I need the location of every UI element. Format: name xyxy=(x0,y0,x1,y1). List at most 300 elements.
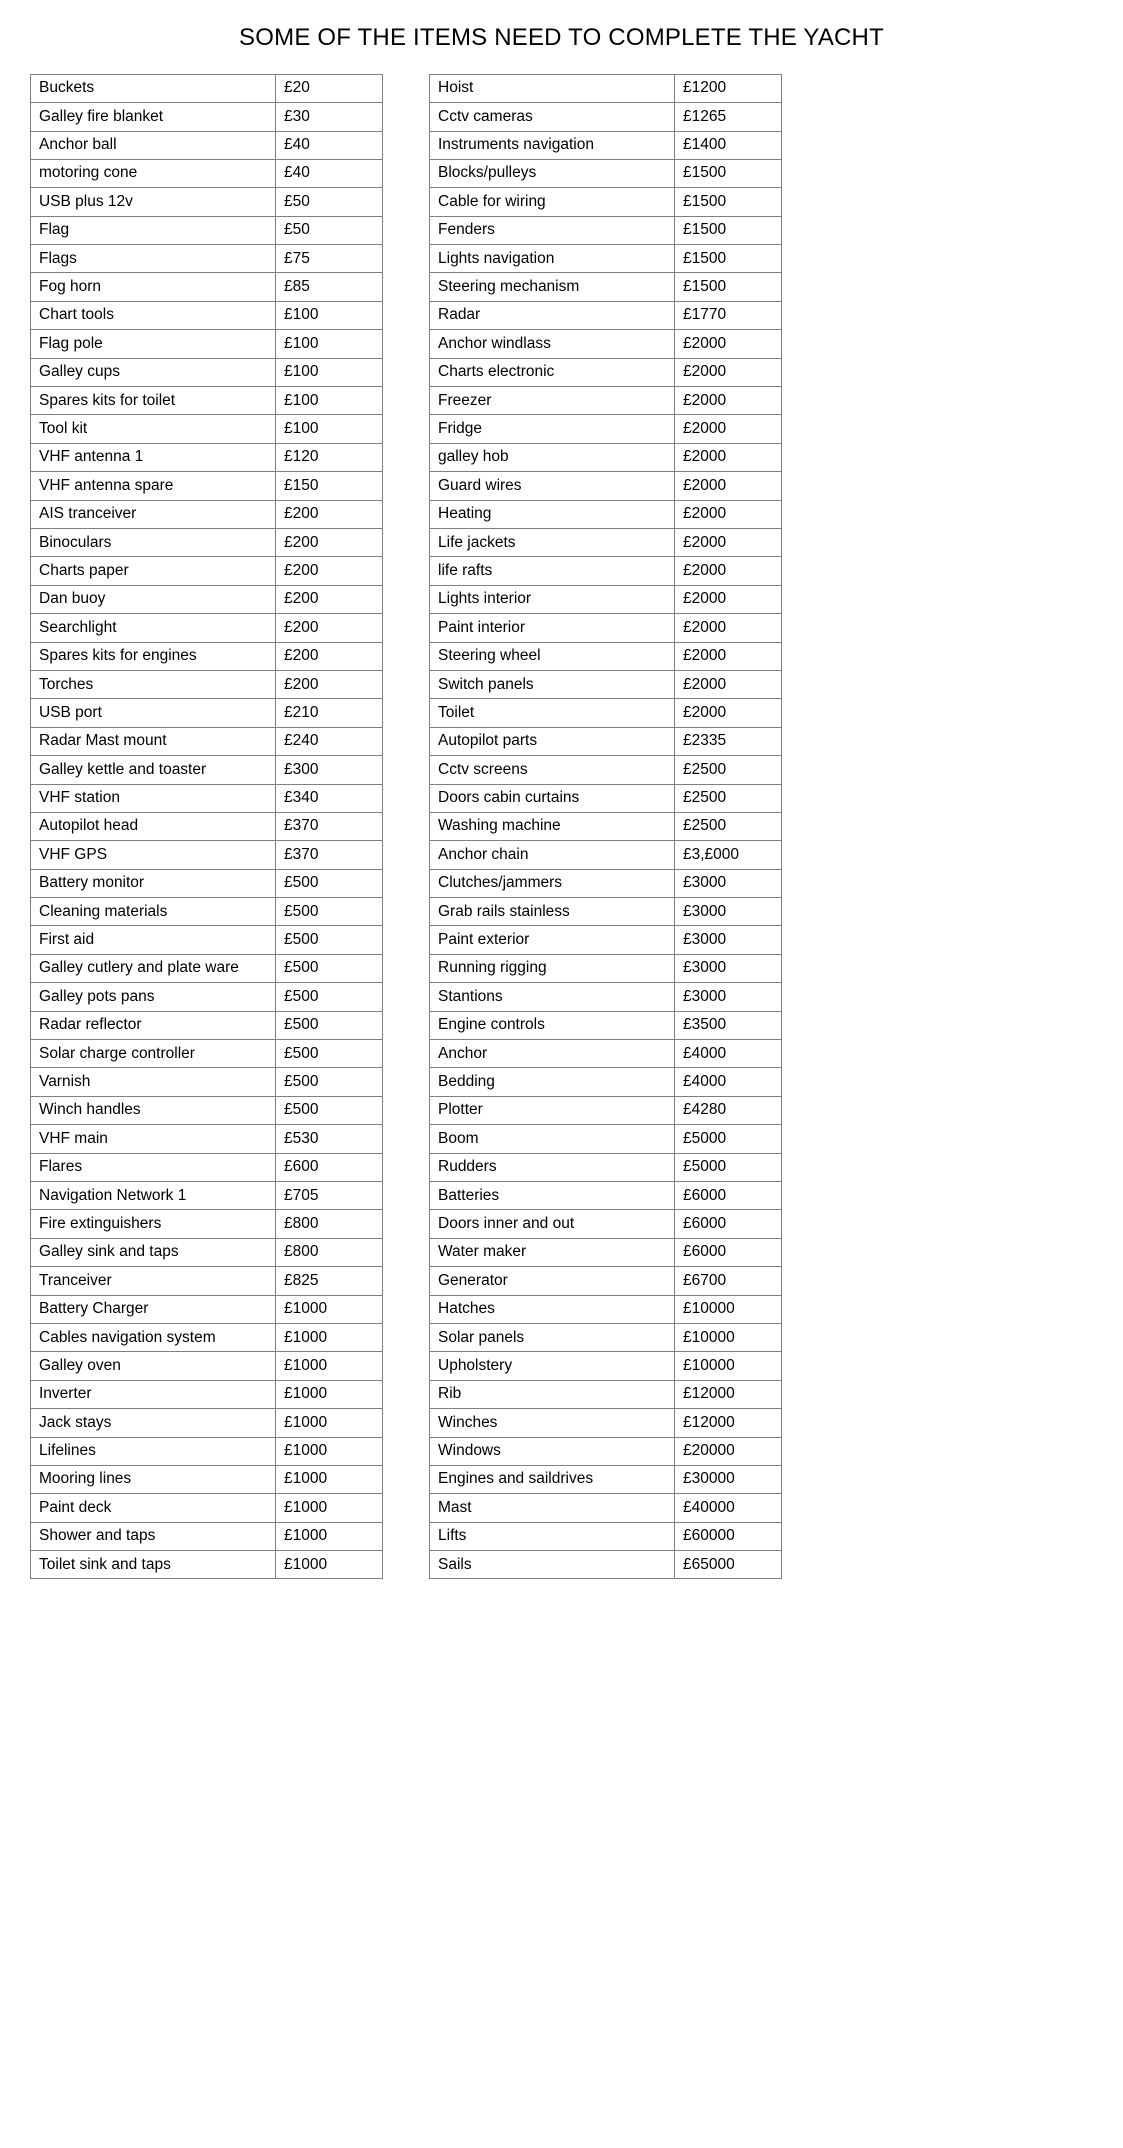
item-name-cell: Cctv cameras xyxy=(430,103,675,131)
item-price-cell: £2500 xyxy=(675,784,782,812)
item-price-cell: £530 xyxy=(276,1125,383,1153)
item-name-cell: Battery Charger xyxy=(31,1295,276,1323)
item-name-cell: Spares kits for toilet xyxy=(31,387,276,415)
table-row xyxy=(430,1068,782,1096)
item-name-cell: Battery monitor xyxy=(31,869,276,897)
item-name-cell: Cleaning materials xyxy=(31,898,276,926)
item-name-cell: Switch panels xyxy=(430,670,675,698)
item-price-cell: £100 xyxy=(276,387,383,415)
item-name-cell: motoring cone xyxy=(31,159,276,187)
items-table-left xyxy=(30,74,383,1580)
table-row xyxy=(430,188,782,216)
table-row xyxy=(31,1551,383,1579)
item-price-cell: £2335 xyxy=(675,727,782,755)
table-row xyxy=(430,245,782,273)
table-row xyxy=(31,1096,383,1124)
item-price-cell: £40 xyxy=(276,159,383,187)
item-price-cell: £2000 xyxy=(675,472,782,500)
table-row xyxy=(430,131,782,159)
item-price-cell: £500 xyxy=(276,1040,383,1068)
table-row xyxy=(31,670,383,698)
table-row xyxy=(31,273,383,301)
item-name-cell: Dan buoy xyxy=(31,585,276,613)
item-price-cell: £1000 xyxy=(276,1323,383,1351)
item-name-cell: Paint deck xyxy=(31,1494,276,1522)
item-price-cell: £120 xyxy=(276,443,383,471)
item-price-cell: £1265 xyxy=(675,103,782,131)
table-row xyxy=(31,1494,383,1522)
item-price-cell: £2000 xyxy=(675,387,782,415)
table-row xyxy=(31,188,383,216)
item-price-cell: £3000 xyxy=(675,954,782,982)
item-name-cell: Anchor windlass xyxy=(430,330,675,358)
table-row xyxy=(430,1210,782,1238)
table-row xyxy=(430,443,782,471)
item-price-cell: £500 xyxy=(276,926,383,954)
item-price-cell: £30000 xyxy=(675,1465,782,1493)
table-row xyxy=(31,1040,383,1068)
item-price-cell: £5000 xyxy=(675,1153,782,1181)
item-name-cell: AIS tranceiver xyxy=(31,500,276,528)
item-price-cell: £60000 xyxy=(675,1522,782,1550)
table-row xyxy=(31,159,383,187)
item-price-cell: £370 xyxy=(276,812,383,840)
item-name-cell: Mast xyxy=(430,1494,675,1522)
item-name-cell: Engine controls xyxy=(430,1011,675,1039)
item-name-cell: Galley cups xyxy=(31,358,276,386)
item-price-cell: £2000 xyxy=(675,358,782,386)
table-row xyxy=(31,1323,383,1351)
table-row xyxy=(430,784,782,812)
item-name-cell: Galley cutlery and plate ware xyxy=(31,954,276,982)
item-price-cell: £100 xyxy=(276,301,383,329)
table-row xyxy=(430,387,782,415)
item-name-cell: Flag pole xyxy=(31,330,276,358)
item-price-cell: £100 xyxy=(276,330,383,358)
table-row xyxy=(430,159,782,187)
item-price-cell: £4280 xyxy=(675,1096,782,1124)
items-table-right-body xyxy=(430,74,782,1579)
item-price-cell: £370 xyxy=(276,841,383,869)
item-name-cell: Fog horn xyxy=(31,273,276,301)
item-price-cell: £65000 xyxy=(675,1551,782,1579)
item-name-cell: Anchor chain xyxy=(430,841,675,869)
item-name-cell: Radar Mast mount xyxy=(31,727,276,755)
tables-container xyxy=(0,74,1123,1580)
item-price-cell: £500 xyxy=(276,954,383,982)
item-price-cell: £40000 xyxy=(675,1494,782,1522)
item-name-cell: Grab rails stainless xyxy=(430,898,675,926)
item-price-cell: £10000 xyxy=(675,1295,782,1323)
table-row xyxy=(31,74,383,102)
item-price-cell: £200 xyxy=(276,529,383,557)
item-name-cell: Solar charge controller xyxy=(31,1040,276,1068)
item-price-cell: £500 xyxy=(276,1011,383,1039)
table-row xyxy=(430,841,782,869)
item-price-cell: £2000 xyxy=(675,443,782,471)
item-name-cell: Lights interior xyxy=(430,585,675,613)
table-row xyxy=(430,1267,782,1295)
item-price-cell: £5000 xyxy=(675,1125,782,1153)
item-price-cell: £1000 xyxy=(276,1295,383,1323)
item-name-cell: Galley fire blanket xyxy=(31,103,276,131)
table-row xyxy=(31,443,383,471)
item-name-cell: Galley sink and taps xyxy=(31,1238,276,1266)
item-name-cell: Tool kit xyxy=(31,415,276,443)
table-row xyxy=(430,1551,782,1579)
table-row xyxy=(430,954,782,982)
table-row xyxy=(31,1352,383,1380)
table-row xyxy=(430,1437,782,1465)
item-price-cell: £2000 xyxy=(675,500,782,528)
item-name-cell: Navigation Network 1 xyxy=(31,1181,276,1209)
item-name-cell: Solar panels xyxy=(430,1323,675,1351)
item-name-cell: Running rigging xyxy=(430,954,675,982)
item-name-cell: Radar reflector xyxy=(31,1011,276,1039)
table-row xyxy=(430,1380,782,1408)
item-price-cell: £3000 xyxy=(675,869,782,897)
table-row xyxy=(430,415,782,443)
item-price-cell: £100 xyxy=(276,415,383,443)
table-row xyxy=(31,1125,383,1153)
table-row xyxy=(31,1267,383,1295)
item-price-cell: £1000 xyxy=(276,1494,383,1522)
item-price-cell: £500 xyxy=(276,869,383,897)
table-row xyxy=(31,358,383,386)
item-name-cell: Flares xyxy=(31,1153,276,1181)
item-name-cell: Fridge xyxy=(430,415,675,443)
table-row xyxy=(31,500,383,528)
item-name-cell: Hatches xyxy=(430,1295,675,1323)
item-price-cell: £200 xyxy=(276,585,383,613)
table-row xyxy=(430,1096,782,1124)
item-name-cell: Searchlight xyxy=(31,614,276,642)
table-row xyxy=(430,1323,782,1351)
item-name-cell: Spares kits for engines xyxy=(31,642,276,670)
item-name-cell: Autopilot head xyxy=(31,812,276,840)
table-row xyxy=(31,330,383,358)
item-name-cell: Blocks/pulleys xyxy=(430,159,675,187)
item-price-cell: £2500 xyxy=(675,756,782,784)
item-name-cell: Autopilot parts xyxy=(430,727,675,755)
table-row xyxy=(430,273,782,301)
item-price-cell: £50 xyxy=(276,188,383,216)
item-price-cell: £150 xyxy=(276,472,383,500)
item-price-cell: £800 xyxy=(276,1210,383,1238)
table-row xyxy=(31,727,383,755)
item-price-cell: £12000 xyxy=(675,1380,782,1408)
item-price-cell: £1000 xyxy=(276,1380,383,1408)
table-row xyxy=(31,1522,383,1550)
item-price-cell: £2000 xyxy=(675,670,782,698)
item-name-cell: Doors cabin curtains xyxy=(430,784,675,812)
table-row xyxy=(430,1153,782,1181)
table-row xyxy=(31,1153,383,1181)
table-row xyxy=(430,74,782,102)
table-row xyxy=(430,1125,782,1153)
item-name-cell: Life jackets xyxy=(430,529,675,557)
item-name-cell: Generator xyxy=(430,1267,675,1295)
table-row xyxy=(430,898,782,926)
table-row xyxy=(31,529,383,557)
item-name-cell: Rudders xyxy=(430,1153,675,1181)
item-price-cell: £2000 xyxy=(675,330,782,358)
item-price-cell: £1770 xyxy=(675,301,782,329)
item-price-cell: £1500 xyxy=(675,273,782,301)
table-row xyxy=(31,926,383,954)
item-name-cell: Flag xyxy=(31,216,276,244)
item-name-cell: Tranceiver xyxy=(31,1267,276,1295)
item-price-cell: £85 xyxy=(276,273,383,301)
item-price-cell: £1500 xyxy=(675,216,782,244)
item-price-cell: £10000 xyxy=(675,1323,782,1351)
item-name-cell: Stantions xyxy=(430,983,675,1011)
item-price-cell: £1500 xyxy=(675,188,782,216)
item-name-cell: Cable for wiring xyxy=(430,188,675,216)
item-name-cell: First aid xyxy=(31,926,276,954)
table-row xyxy=(31,472,383,500)
item-name-cell: Charts electronic xyxy=(430,358,675,386)
item-price-cell: £20 xyxy=(276,74,383,102)
item-name-cell: Lifelines xyxy=(31,1437,276,1465)
item-price-cell: £75 xyxy=(276,245,383,273)
table-row xyxy=(430,1238,782,1266)
item-name-cell: Upholstery xyxy=(430,1352,675,1380)
item-price-cell: £6000 xyxy=(675,1238,782,1266)
item-price-cell: £1200 xyxy=(675,74,782,102)
item-name-cell: Anchor ball xyxy=(31,131,276,159)
item-name-cell: Flags xyxy=(31,245,276,273)
table-row xyxy=(31,387,383,415)
table-row xyxy=(31,614,383,642)
table-row xyxy=(430,727,782,755)
table-row xyxy=(31,1409,383,1437)
table-row xyxy=(430,216,782,244)
item-name-cell: USB port xyxy=(31,699,276,727)
table-row xyxy=(31,301,383,329)
item-price-cell: £2000 xyxy=(675,699,782,727)
item-name-cell: Cctv screens xyxy=(430,756,675,784)
item-name-cell: Steering mechanism xyxy=(430,273,675,301)
item-name-cell: life rafts xyxy=(430,557,675,585)
table-row xyxy=(430,1465,782,1493)
item-price-cell: £2000 xyxy=(675,642,782,670)
item-name-cell: VHF GPS xyxy=(31,841,276,869)
table-row xyxy=(31,898,383,926)
item-price-cell: £6700 xyxy=(675,1267,782,1295)
table-row xyxy=(31,103,383,131)
item-name-cell: Radar xyxy=(430,301,675,329)
table-row xyxy=(430,1181,782,1209)
item-price-cell: £200 xyxy=(276,642,383,670)
table-row xyxy=(430,103,782,131)
item-price-cell: £500 xyxy=(276,898,383,926)
item-price-cell: £1400 xyxy=(675,131,782,159)
item-price-cell: £3000 xyxy=(675,898,782,926)
table-row xyxy=(31,1465,383,1493)
item-name-cell: Instruments navigation xyxy=(430,131,675,159)
item-name-cell: Steering wheel xyxy=(430,642,675,670)
item-name-cell: Varnish xyxy=(31,1068,276,1096)
table-row xyxy=(430,1409,782,1437)
table-row xyxy=(430,614,782,642)
item-name-cell: Lights navigation xyxy=(430,245,675,273)
table-row xyxy=(31,784,383,812)
table-row xyxy=(31,1437,383,1465)
table-row xyxy=(430,1522,782,1550)
item-price-cell: £6000 xyxy=(675,1181,782,1209)
item-price-cell: £2000 xyxy=(675,415,782,443)
item-name-cell: Doors inner and out xyxy=(430,1210,675,1238)
table-row xyxy=(31,642,383,670)
item-name-cell: Boom xyxy=(430,1125,675,1153)
item-price-cell: £2500 xyxy=(675,812,782,840)
item-name-cell: Windows xyxy=(430,1437,675,1465)
table-row xyxy=(430,500,782,528)
item-price-cell: £825 xyxy=(276,1267,383,1295)
item-price-cell: £1000 xyxy=(276,1551,383,1579)
item-name-cell: Torches xyxy=(31,670,276,698)
item-price-cell: £500 xyxy=(276,983,383,1011)
table-row xyxy=(430,926,782,954)
item-name-cell: Mooring lines xyxy=(31,1465,276,1493)
item-price-cell: £1500 xyxy=(675,159,782,187)
item-name-cell: Sails xyxy=(430,1551,675,1579)
item-name-cell: Heating xyxy=(430,500,675,528)
item-name-cell: USB plus 12v xyxy=(31,188,276,216)
table-row xyxy=(430,1352,782,1380)
item-name-cell: Chart tools xyxy=(31,301,276,329)
item-name-cell: Plotter xyxy=(430,1096,675,1124)
page-title: SOME OF THE ITEMS NEED TO COMPLETE THE YACHT xyxy=(239,24,884,52)
item-name-cell: Water maker xyxy=(430,1238,675,1266)
item-name-cell: Bedding xyxy=(430,1068,675,1096)
table-row xyxy=(430,330,782,358)
item-price-cell: £1000 xyxy=(276,1409,383,1437)
item-name-cell: VHF antenna 1 xyxy=(31,443,276,471)
item-name-cell: Galley pots pans xyxy=(31,983,276,1011)
item-price-cell: £800 xyxy=(276,1238,383,1266)
items-table-left-body xyxy=(31,74,383,1579)
item-price-cell: £10000 xyxy=(675,1352,782,1380)
item-price-cell: £1000 xyxy=(276,1437,383,1465)
item-name-cell: Inverter xyxy=(31,1380,276,1408)
item-name-cell: Fire extinguishers xyxy=(31,1210,276,1238)
item-name-cell: Washing machine xyxy=(430,812,675,840)
table-row xyxy=(430,557,782,585)
table-row xyxy=(430,756,782,784)
item-name-cell: Engines and saildrives xyxy=(430,1465,675,1493)
document-page xyxy=(0,16,1123,2148)
item-price-cell: £705 xyxy=(276,1181,383,1209)
table-row xyxy=(31,245,383,273)
item-name-cell: Anchor xyxy=(430,1040,675,1068)
item-price-cell: £30 xyxy=(276,103,383,131)
table-row xyxy=(430,1295,782,1323)
table-row xyxy=(31,1210,383,1238)
item-price-cell: £20000 xyxy=(675,1437,782,1465)
item-name-cell: Toilet sink and taps xyxy=(31,1551,276,1579)
item-price-cell: £200 xyxy=(276,500,383,528)
table-row xyxy=(430,358,782,386)
table-row xyxy=(430,301,782,329)
table-row xyxy=(31,1295,383,1323)
item-price-cell: £4000 xyxy=(675,1068,782,1096)
table-row xyxy=(430,642,782,670)
item-price-cell: £12000 xyxy=(675,1409,782,1437)
item-price-cell: £3000 xyxy=(675,926,782,954)
items-table-right xyxy=(429,74,782,1580)
item-name-cell: Cables navigation system xyxy=(31,1323,276,1351)
table-row xyxy=(430,983,782,1011)
item-price-cell: £2000 xyxy=(675,557,782,585)
table-row xyxy=(31,1380,383,1408)
item-price-cell: £2000 xyxy=(675,614,782,642)
item-name-cell: Galley kettle and toaster xyxy=(31,756,276,784)
table-row xyxy=(430,699,782,727)
table-row xyxy=(430,1011,782,1039)
table-row xyxy=(31,983,383,1011)
item-price-cell: £200 xyxy=(276,614,383,642)
item-price-cell: £500 xyxy=(276,1068,383,1096)
item-price-cell: £210 xyxy=(276,699,383,727)
item-name-cell: Guard wires xyxy=(430,472,675,500)
item-name-cell: Shower and taps xyxy=(31,1522,276,1550)
item-name-cell: Toilet xyxy=(430,699,675,727)
item-name-cell: Paint interior xyxy=(430,614,675,642)
item-name-cell: Batteries xyxy=(430,1181,675,1209)
table-row xyxy=(430,1494,782,1522)
item-price-cell: £1000 xyxy=(276,1465,383,1493)
table-row xyxy=(31,1181,383,1209)
item-name-cell: Buckets xyxy=(31,74,276,102)
table-row xyxy=(31,585,383,613)
item-name-cell: Lifts xyxy=(430,1522,675,1550)
table-row xyxy=(430,585,782,613)
table-row xyxy=(430,472,782,500)
item-name-cell: Jack stays xyxy=(31,1409,276,1437)
item-price-cell: £50 xyxy=(276,216,383,244)
item-name-cell: Galley oven xyxy=(31,1352,276,1380)
table-row xyxy=(430,1040,782,1068)
item-price-cell: £600 xyxy=(276,1153,383,1181)
item-name-cell: Paint exterior xyxy=(430,926,675,954)
table-row xyxy=(31,415,383,443)
table-row xyxy=(31,954,383,982)
item-name-cell: Hoist xyxy=(430,74,675,102)
item-price-cell: £2000 xyxy=(675,585,782,613)
item-name-cell: galley hob xyxy=(430,443,675,471)
item-price-cell: £500 xyxy=(276,1096,383,1124)
table-row xyxy=(31,841,383,869)
item-price-cell: £3000 xyxy=(675,983,782,1011)
table-row xyxy=(31,699,383,727)
table-row xyxy=(430,670,782,698)
item-price-cell: £4000 xyxy=(675,1040,782,1068)
item-price-cell: £40 xyxy=(276,131,383,159)
item-name-cell: Clutches/jammers xyxy=(430,869,675,897)
item-name-cell: VHF antenna spare xyxy=(31,472,276,500)
item-name-cell: VHF station xyxy=(31,784,276,812)
item-price-cell: £300 xyxy=(276,756,383,784)
item-name-cell: Winches xyxy=(430,1409,675,1437)
table-row xyxy=(31,557,383,585)
item-price-cell: £1500 xyxy=(675,245,782,273)
item-name-cell: Rib xyxy=(430,1380,675,1408)
item-price-cell: £200 xyxy=(276,670,383,698)
table-row xyxy=(31,131,383,159)
item-price-cell: £1000 xyxy=(276,1352,383,1380)
